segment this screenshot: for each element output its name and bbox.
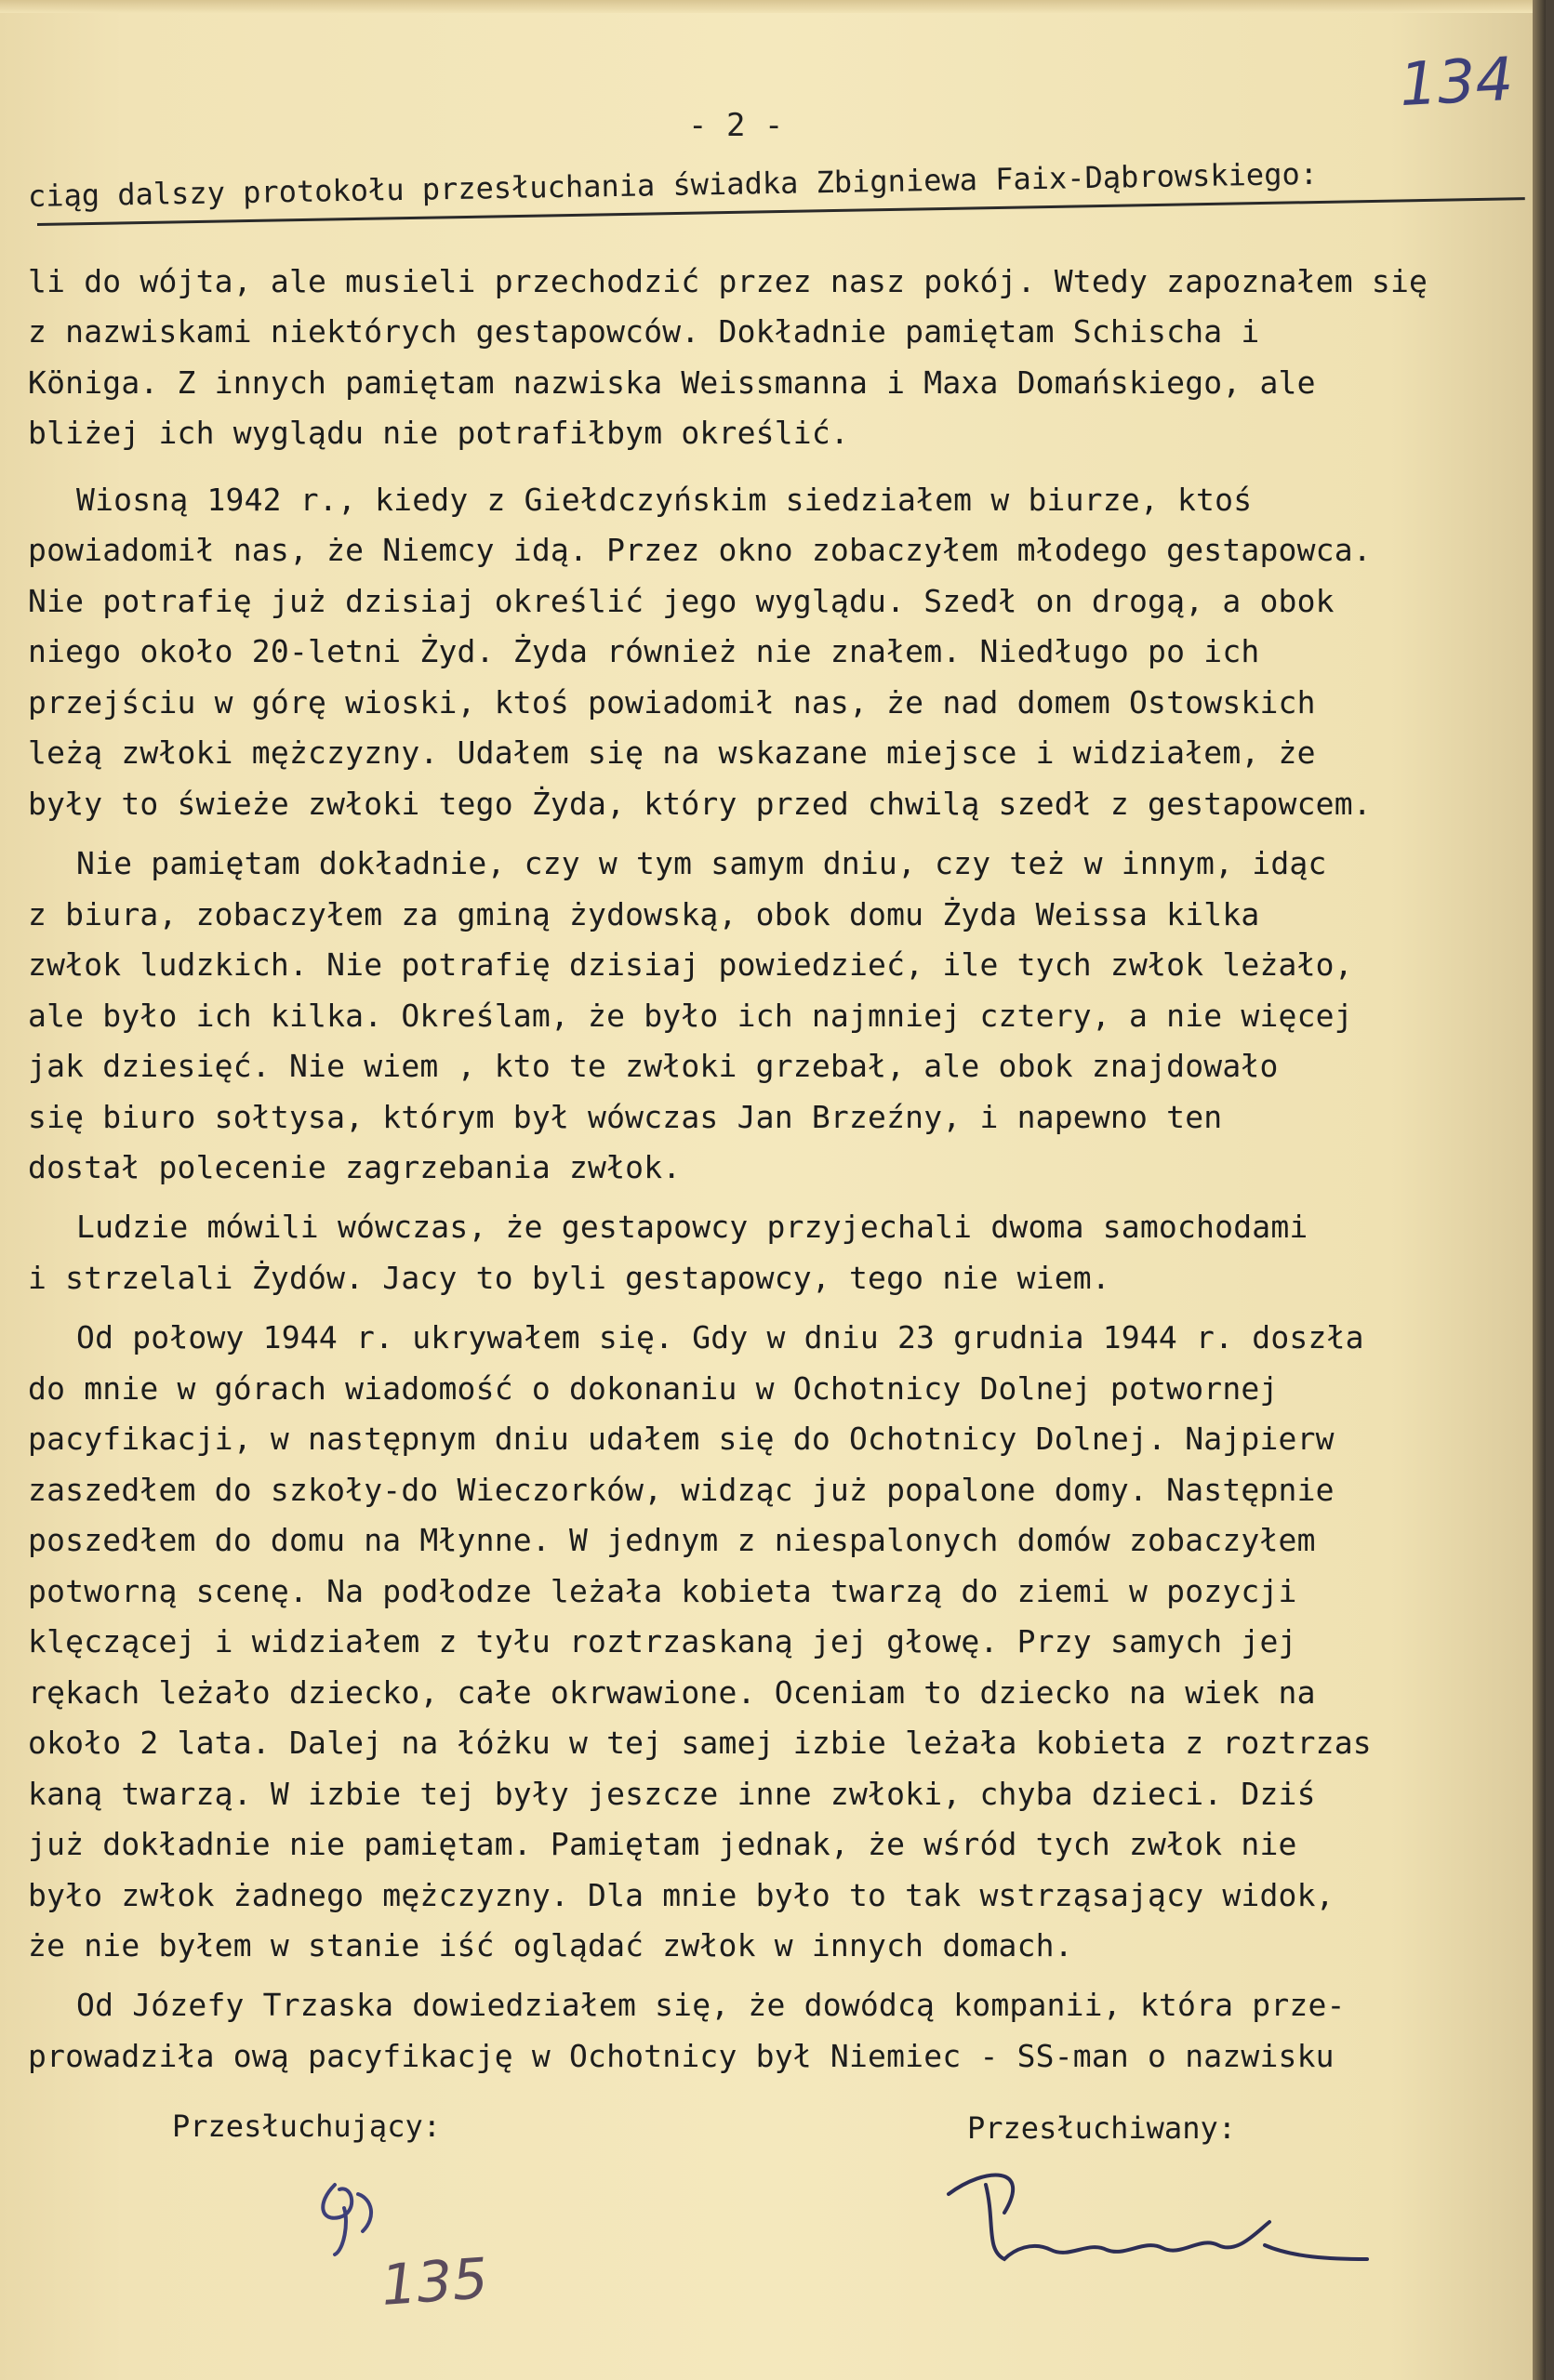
archive-page-number-bottom: 135 bbox=[379, 2246, 490, 2319]
text-line: z nazwiskami niektórych gestapowców. Dokładnie pamiętam Schischa i bbox=[28, 313, 1260, 350]
interrogator-label: Przesłuchujący: bbox=[172, 2109, 441, 2144]
text-line: już dokładnie nie pamiętam. Pamiętam jednak, że wśród tych zwłok nie bbox=[28, 1826, 1297, 1862]
text-line: klęczącej i widziałem z tyłu roztrzaskaną jej głowę. Przy samych jej bbox=[28, 1623, 1297, 1659]
text-line: zwłok ludzkich. Nie potrafię dzisiaj powiedzieć, ile tych zwłok leżało, bbox=[28, 946, 1353, 983]
text-line: leżą zwłoki mężczyzny. Udałem się na wskazane miejsce i widziałem, że bbox=[28, 734, 1316, 771]
text-line: prowadziła ową pacyfikację w Ochotnicy był Niemiec - SS-man o nazwisku bbox=[28, 2038, 1335, 2074]
text-line: bliżej ich wyglądu nie potrafiłbym określić. bbox=[28, 415, 849, 451]
text-line: dostał polecenie zagrzebania zwłok. bbox=[28, 1149, 682, 1185]
text-line: zaszedłem do szkoły-do Wieczorków, widząc już popalone domy. Następnie bbox=[28, 1472, 1335, 1508]
page-fold bbox=[0, 0, 1546, 13]
text-line: i strzelali Żydów. Jacy to byli gestapowcy, tego nie wiem. bbox=[28, 1260, 1110, 1296]
text-line: Königa. Z innych pamiętam nazwiska Weissmanna i Maxa Domańskiego, ale bbox=[28, 364, 1316, 401]
text-line: około 2 lata. Dalej na łóżku w tej samej izbie leżała kobieta z roztrzas bbox=[28, 1725, 1372, 1761]
text-line: Od Józefy Trzaska dowiedziałem się, że dowódcą kompanii, która prze- bbox=[76, 1987, 1346, 2023]
text-line: do mnie w górach wiadomość o dokonaniu w Ochotnicy Dolnej potwornej bbox=[28, 1370, 1279, 1407]
witness-label: Przesłuchiwany: bbox=[967, 2110, 1236, 2146]
text-line: z biura, zobaczyłem za gminą żydowską, obok domu Żyda Weissa kilka bbox=[28, 896, 1260, 932]
text-line: było zwłok żadnego mężczyzny. Dla mnie było to tak wstrząsający widok, bbox=[28, 1877, 1335, 1913]
text-line: Wiosną 1942 r., kiedy z Giełdczyńskim siedziałem w biurze, ktoś bbox=[76, 482, 1253, 518]
text-line: Nie pamiętam dokładnie, czy w tym samym dniu, czy też w innym, idąc bbox=[76, 845, 1327, 881]
text-line: się biuro sołtysa, którym był wówczas Jan Brzeźny, i napewno ten bbox=[28, 1099, 1223, 1135]
witness-signature bbox=[930, 2157, 1376, 2278]
text-line: Od połowy 1944 r. ukrywałem się. Gdy w dniu 23 grudnia 1944 r. doszła bbox=[76, 1319, 1364, 1355]
protocol-heading: ciąg dalszy protokołu przesłuchania świadka Zbigniewa Faix-Dąbrowskiego: bbox=[27, 155, 1319, 214]
text-line: przejściu w górę wioski, ktoś powiadomił nas, że nad domem Ostowskich bbox=[28, 684, 1316, 721]
text-line: powiadomił nas, że Niemcy idą. Przez okno zobaczyłem młodego gestapowca. bbox=[28, 532, 1372, 568]
text-line: rękach leżało dziecko, całe okrwawione. Oceniam to dziecko na wiek na bbox=[28, 1674, 1316, 1711]
text-line: potworną scenę. Na podłodze leżała kobieta twarzą do ziemi w pozycji bbox=[28, 1573, 1297, 1609]
text-line: pacyfikacji, w następnym dniu udałem się do Ochotnicy Dolnej. Najpierw bbox=[28, 1421, 1335, 1457]
text-line: niego około 20-letni Żyd. Żyda również nie znałem. Niedługo po ich bbox=[28, 633, 1260, 669]
page-number: - 2 - bbox=[688, 107, 784, 144]
text-line: ale było ich kilka. Określam, że było ich najmniej cztery, a nie więcej bbox=[28, 998, 1353, 1034]
text-line: były to świeże zwłoki tego Żyda, który przed chwilą szedł z gestapowcem. bbox=[28, 786, 1372, 822]
text-line: Ludzie mówili wówczas, że gestapowcy przyjechali dwoma samochodami bbox=[76, 1209, 1308, 1245]
archive-page-number: 134 bbox=[1398, 45, 1516, 121]
text-line: kaną twarzą. W izbie tej były jeszcze inne zwłoki, chyba dzieci. Dziś bbox=[28, 1776, 1316, 1812]
page-edge bbox=[1533, 0, 1546, 2380]
text-line: Nie potrafię już dzisiaj określić jego wyglądu. Szedł on drogą, a obok bbox=[28, 583, 1335, 619]
text-line: poszedłem do domu na Młynne. W jednym z niespalonych domów zobaczyłem bbox=[28, 1522, 1316, 1558]
text-line: jak dziesięć. Nie wiem , kto te zwłoki grzebał, ale obok znajdowało bbox=[28, 1048, 1279, 1084]
text-line: li do wójta, ale musieli przechodzić przez nasz pokój. Wtedy zapoznałem się bbox=[28, 263, 1428, 299]
text-line: że nie byłem w stanie iść oglądać zwłok w innych domach. bbox=[28, 1927, 1073, 1964]
